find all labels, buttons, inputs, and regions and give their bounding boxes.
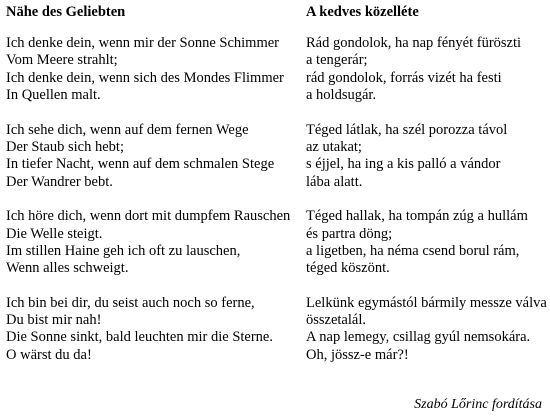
poem-line: a holdsugár. — [306, 87, 377, 104]
translation-stanza-3 — [306, 208, 546, 278]
poem-line: Ich denke dein, wenn mir der Sonne Schimmer — [6, 35, 280, 51]
poem-line: téged köszönt. — [306, 260, 390, 277]
poem-line: Der Staub sich hebt; — [6, 138, 124, 155]
original-poem-column — [6, 4, 296, 381]
poem-line: Rád gondolok, ha nap fényét füröszti — [306, 35, 522, 51]
poem-line: O wärst du da! — [6, 346, 92, 363]
poem-line: Téged látlak, ha szél porozza távol — [306, 121, 508, 138]
poem-line: Vom Meere strahlt; — [6, 52, 118, 69]
translation-stanza-1 — [306, 35, 546, 105]
original-stanza-2 — [6, 122, 296, 192]
poem-line: az utakat; — [306, 138, 362, 155]
poem-line: Im stillen Haine geh ich oft zu lauschen, — [6, 242, 241, 259]
original-stanza-3 — [6, 208, 296, 278]
poem-line: és partra döng; — [306, 225, 393, 242]
poem-line: Wenn alles schweigt. — [6, 260, 129, 277]
poem-line: a ligetben, ha néma csend borul rám, — [306, 242, 520, 259]
poem-line: Oh, jössz-e már?! — [306, 346, 409, 363]
poem-line: lába alatt. — [306, 173, 363, 190]
original-stanza-1 — [6, 35, 296, 105]
poem-line: összetalál. — [306, 312, 366, 329]
poem-line: rád gondolok, forrás vizét ha festi — [306, 69, 502, 86]
poem-line: Ich denke dein, wenn sich des Mondes Flimmer — [6, 69, 284, 86]
translation-poem-column — [306, 4, 546, 381]
poem-line: Du bist mir nah! — [6, 312, 102, 329]
poem-line: Der Wandrer bebt. — [6, 173, 113, 190]
poem-line: Ich höre dich, wenn dort mit dumpfem Rauschen — [6, 208, 291, 225]
poem-line: Die Sonne sinkt, bald leuchten mir die Sterne. — [6, 329, 273, 346]
translation-stanza-4 — [306, 295, 546, 365]
translator-credit: Szabó Lőrinc fordítása — [414, 397, 542, 412]
original-stanza-4 — [6, 295, 296, 365]
poem-line: Ich sehe dich, wenn auf dem fernen Wege — [6, 121, 249, 138]
poem-line: a tengerár; — [306, 52, 368, 69]
translation-stanza-2 — [306, 122, 546, 192]
translation-poem-title: A kedves közelléte — [306, 4, 419, 20]
poem-line: Die Welle steigt. — [6, 225, 103, 242]
poem-line: Téged hallak, ha tompán zúg a hullám — [306, 208, 528, 225]
poem-line: In Quellen malt. — [6, 87, 101, 104]
poem-line: Ich bin bei dir, du seist auch noch so ferne, — [6, 294, 255, 311]
original-poem-title: Nähe des Geliebten — [6, 4, 126, 20]
poem-line: In tiefer Nacht, wenn auf dem schmalen Stege — [6, 156, 275, 173]
poem-line: Lelkünk egymástól bármily messze válva — [306, 294, 547, 311]
poem-line: A nap lemegy, csillag gyúl nemsokára. — [306, 329, 531, 346]
poem-line: s éjjel, ha ing a kis palló a vándor — [306, 156, 501, 173]
